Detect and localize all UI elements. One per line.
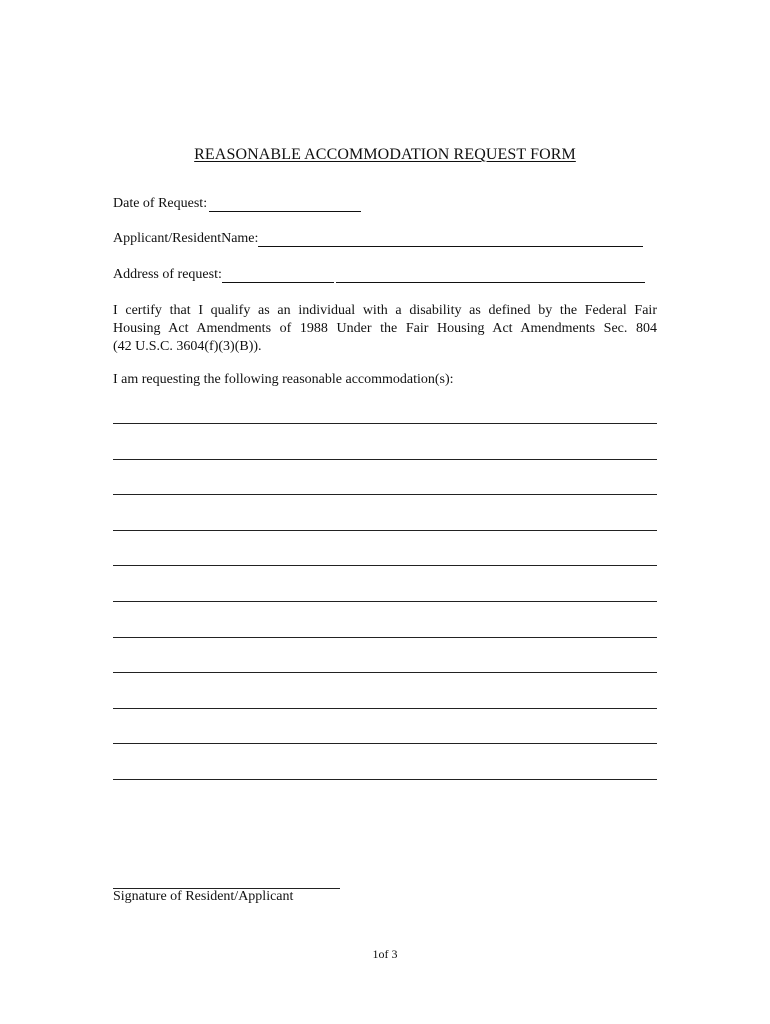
accommodation-line[interactable] — [113, 708, 657, 709]
certification-line-2: Housing Act Amendments of 1988 Under the Fair Housing Act Amendments Sec. 804 — [113, 321, 657, 336]
accommodation-line[interactable] — [113, 743, 657, 744]
accommodation-line[interactable] — [113, 423, 657, 424]
accommodation-line[interactable] — [113, 530, 657, 531]
certification-paragraph — [113, 302, 657, 356]
accommodation-line[interactable] — [113, 779, 657, 780]
signature-label: Signature of Resident/Applicant — [113, 889, 294, 904]
accommodation-line[interactable] — [113, 459, 657, 460]
certification-line-3: (42 U.S.C. 3604(f)(3)(B)). — [113, 339, 262, 354]
accommodation-line[interactable] — [113, 494, 657, 495]
accommodation-line[interactable] — [113, 637, 657, 638]
applicant-name-label: Applicant/ResidentName: — [113, 231, 259, 246]
date-of-request-row — [113, 196, 361, 212]
address-field-part-1[interactable] — [222, 268, 334, 283]
form-title: REASONABLE ACCOMMODATION REQUEST FORM — [194, 146, 576, 163]
address-label: Address of request: — [113, 267, 222, 282]
accommodation-line[interactable] — [113, 565, 657, 566]
address-row — [113, 267, 645, 283]
address-field-part-2[interactable] — [336, 268, 645, 283]
certification-line-1: I certify that I qualify as an individual with a disability as defined by the Federal Fair — [113, 303, 657, 318]
page-number: 1of 3 — [372, 947, 398, 961]
applicant-name-row — [113, 231, 643, 247]
accommodation-request-label: I am requesting the following reasonable accommodation(s): — [113, 372, 454, 387]
accommodation-line[interactable] — [113, 672, 657, 673]
date-of-request-label: Date of Request: — [113, 196, 208, 211]
date-of-request-field[interactable] — [209, 197, 361, 212]
applicant-name-field[interactable] — [258, 232, 643, 247]
accommodation-line[interactable] — [113, 601, 657, 602]
